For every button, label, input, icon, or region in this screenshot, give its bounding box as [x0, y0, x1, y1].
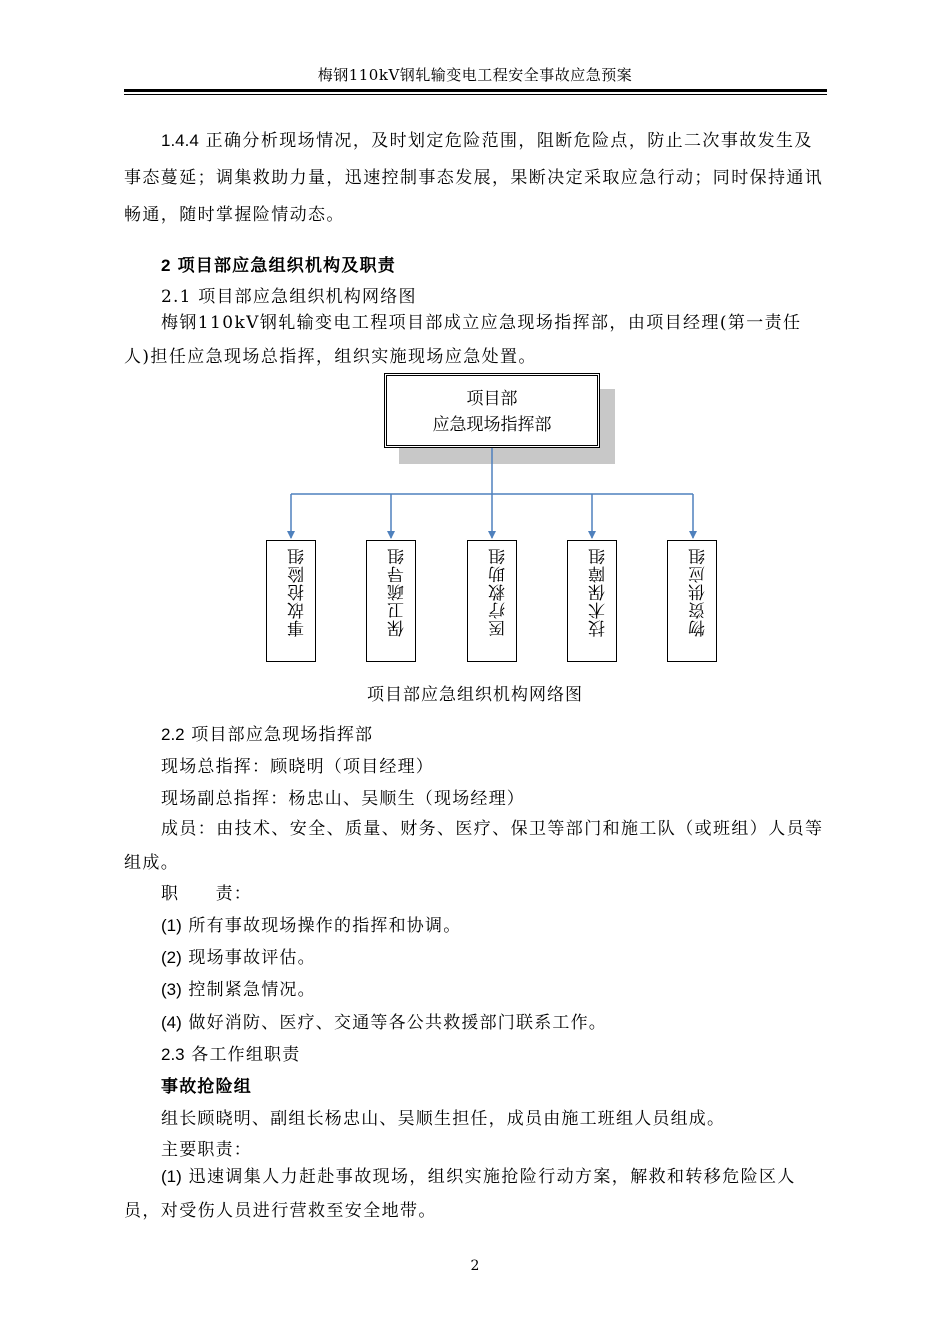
duty-item-3	[161, 975, 316, 1000]
group-lead-line: 组长顾晓明、副组长杨忠山、吴顺生担任，成员由施工班组人员组成。	[161, 1109, 726, 1129]
main-duty-label: 主要职责：	[161, 1140, 252, 1160]
duty-num: (1)	[161, 916, 182, 935]
group-box-4	[567, 540, 617, 662]
commander-line: 现场总指挥：顾晓明（项目经理）	[161, 757, 434, 777]
top-box-line2: 应急现场指挥部	[432, 415, 552, 435]
duty-num: (3)	[161, 980, 182, 999]
section-2-heading: 2 项目部应急组织机构及职责	[161, 256, 396, 275]
top-box-line1: 项目部	[466, 389, 518, 409]
duty-text: 迅速调集人力赶赴事故现场，组织实施抢险行动方案，解救和转移危险区人员，对受伤人员进行营救至安全地带。	[124, 1167, 796, 1221]
duty-num: (2)	[161, 948, 182, 967]
deputy-line: 现场副总指挥：杨忠山、吴顺生（现场经理）	[161, 789, 525, 809]
figure-caption: 项目部应急组织机构网络图	[367, 685, 583, 705]
group-label: 物资供应组	[689, 547, 709, 637]
group-label: 保卫疏导组	[388, 547, 408, 637]
group-box-1	[266, 540, 316, 662]
duty-text: 做好消防、医疗、交通等各公共救援部门联系工作。	[188, 1013, 607, 1033]
duty1-para	[124, 1160, 827, 1228]
paragraph-text: 正确分析现场情况，及时划定危险范围，阻断危险点，防止二次事故发生及事态蔓延；调集救助力量，迅速控制事态发展，果断决定采取应急行动；同时保持通讯畅通，随时掌握险情动态。	[124, 131, 824, 225]
duty-item-4	[161, 1008, 607, 1033]
group-box-3	[467, 540, 517, 662]
duty-text: 现场事故评估。	[188, 948, 316, 968]
section-number: 2.2	[161, 725, 185, 744]
members-para: 成员：由技术、安全、质量、财务、医疗、保卫等部门和施工队（或班组）人员等组成。	[124, 819, 824, 873]
section-title: 各工作组职责	[191, 1045, 301, 1065]
page-header: 梅钢110kV钢轧输变电工程安全事故应急预案	[317, 66, 633, 84]
group-title: 事故抢险组	[161, 1077, 252, 1096]
group-label: 医疗救助组	[489, 547, 509, 637]
group-label: 事故抢险组	[288, 547, 308, 637]
duty-item-2	[161, 943, 316, 968]
group-box-5	[667, 540, 717, 662]
section-number: 1.4.4	[161, 131, 199, 150]
section-2-3-heading	[161, 1040, 300, 1065]
page-number: 2	[470, 1258, 480, 1274]
group-box-2	[366, 540, 416, 662]
duty-num: (1)	[161, 1167, 182, 1186]
section-2-2-heading	[161, 720, 373, 745]
section-2-1-heading: 2.1 项目部应急组织机构网络图	[161, 287, 417, 307]
duty-text: 所有事故现场操作的指挥和协调。	[188, 916, 462, 936]
duty-item-1	[161, 911, 461, 936]
duty-label: 职 责：	[161, 884, 252, 904]
section-number: 2.3	[161, 1045, 185, 1064]
duty-num: (4)	[161, 1013, 182, 1032]
group-label: 技术保障组	[589, 547, 609, 637]
duty-text: 控制紧急情况。	[188, 980, 316, 1000]
section-2-intro: 梅钢110kV钢轧输变电工程项目部成立应急现场指挥部，由项目经理(第一责任人)担任应急现场总指挥，组织实施现场应急处置。	[124, 313, 802, 367]
section-title: 项目部应急现场指挥部	[191, 725, 374, 745]
